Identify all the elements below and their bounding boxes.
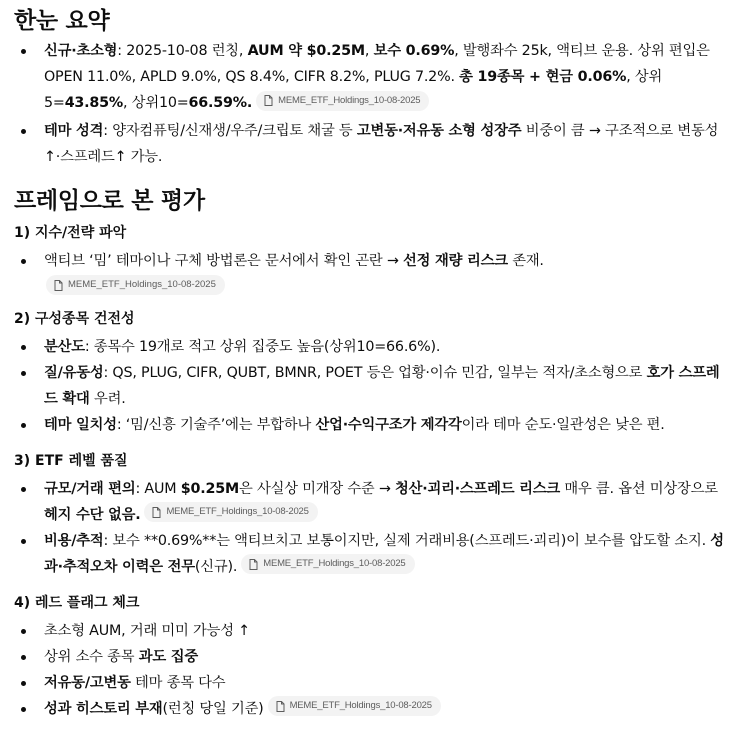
citation-chip[interactable]: [256, 91, 429, 111]
file-icon: [276, 701, 285, 712]
text: 비중이 큼 → 구조적으로 변동성↑·스프레드↑ 가능.: [44, 123, 719, 165]
citation-row: [14, 275, 732, 296]
list-item-launch: [14, 38, 732, 118]
text: 우려.: [89, 390, 126, 407]
red-flags-list: [14, 618, 732, 722]
bold-label: 질/유동성: [44, 364, 104, 381]
citation-chip[interactable]: [268, 696, 441, 716]
text: 존재.: [507, 253, 544, 269]
file-icon: [152, 507, 161, 518]
text: , 상위5=: [44, 69, 663, 111]
bold-label: 신규·초소형: [44, 43, 118, 59]
file-icon: [54, 280, 63, 291]
bold-top5: 43.85%: [64, 95, 124, 111]
section-title-summary: 한눈 요약: [14, 8, 110, 34]
section-title-framework: 프레임으로 본 평가: [14, 188, 205, 214]
text: : ‘밈/신흥 기술주’에는 부합하나: [116, 416, 316, 433]
bold-label: 성과 히스토리 부재: [44, 700, 163, 717]
text: 상위 소수 종목: [44, 648, 139, 665]
strategy-list: [14, 248, 732, 274]
bold-text: 고변동·저유동 소형 성장주: [356, 123, 522, 139]
subsection-title-strategy: 1) 지수/전략 파악: [14, 225, 127, 241]
text: : 종목수 19개로 적고 상위 집중도 높음(상위10=66.6%).: [84, 338, 441, 355]
bold-text: 청산·괴리·스프레드 리스크: [395, 480, 560, 497]
text: , 상위10=: [123, 95, 189, 111]
bold-aum: $0.25M: [180, 480, 240, 497]
text: 액티브 ‘밈’ 테마이나 구체 방법론은 문서에서 확인 곤란 →: [44, 253, 404, 269]
citation-label: MEME_ETF_Holdings_10-08-2025: [263, 558, 406, 569]
bold-label: 분산도: [44, 338, 85, 355]
text: : 보수 **0.69%**는 액티브치고 보통이지만, 실제 거래비용(스프레드·괴리)이 보수를 압도할 소지.: [103, 532, 711, 549]
etf-quality-list: [14, 476, 732, 580]
text: : 양자컴퓨팅/신재생/우주/크립토 채굴 등: [103, 123, 357, 139]
bold-top10: 66.59%.: [188, 95, 253, 111]
text: , 발행좌수 25k, 액티브 운용. 상위 편입은 OPEN 11.0%, APLD 9.0%, QS 8.4%, CIFR 8.2%, PLUG 7.2%.: [44, 43, 710, 85]
bold-text: 산업·수익구조가 제각각: [315, 416, 462, 433]
text: ,: [364, 43, 374, 59]
list-item-size: [14, 476, 732, 528]
text: 이라 테마 순도·일관성은 낮은 편.: [461, 416, 665, 433]
subsection-title-holdings: 2) 구성종목 건전성: [14, 310, 135, 327]
bold-text: 선정 재량 리스크: [403, 253, 508, 269]
bold-label: 테마 일치성: [44, 416, 117, 433]
list-item-history-flag: [14, 696, 732, 722]
list-item-cost: [14, 528, 732, 580]
list-item-concentration-flag: [14, 644, 732, 670]
summary-list: [14, 38, 732, 172]
citation-chip[interactable]: [241, 554, 414, 574]
citation-label: MEME_ETF_Holdings_10-08-2025: [278, 94, 421, 106]
citation-label: MEME_ETF_Holdings_10-08-2025: [68, 279, 216, 290]
citation-label: MEME_ETF_Holdings_10-08-2025: [166, 506, 309, 517]
text: : QS, PLUG, CIFR, QUBT, BMNR, POET 등은 업황·이슈 민감, 일부는 적자/초소형으로: [103, 364, 647, 381]
list-item-volatility-flag: [14, 670, 732, 696]
list-item-diversification: [14, 334, 732, 360]
subsection-title-etf-quality: 3) ETF 레벨 품질: [14, 452, 128, 469]
text: 테마 종목 다수: [130, 674, 226, 691]
bold-label: 규모/거래 편의: [44, 480, 136, 497]
file-icon: [264, 95, 273, 106]
list-item-theme: [14, 118, 732, 172]
bold-aum: AUM 약 $0.25M: [247, 43, 365, 59]
list-item-aum-flag: 초소형 AUM, 거래 미미 가능성 ↑: [14, 618, 732, 644]
list-item-strategy: [14, 248, 732, 274]
bold-text: 헤지 수단 없음.: [44, 506, 141, 523]
text: 은 사실상 미개장 수준 →: [239, 480, 396, 497]
bold-text: 호가 스프레드 확대: [44, 364, 720, 407]
bold-label: 비용/추적: [44, 532, 104, 549]
bold-text: 성과·추적오차 이력은 전무: [44, 532, 724, 575]
subsection-title-red-flags: 4) 레드 플래그 체크: [14, 594, 140, 611]
bold-label: 테마 성격: [44, 123, 104, 139]
citation-label: MEME_ETF_Holdings_10-08-2025: [289, 700, 432, 711]
bold-fee: 보수 0.69%: [373, 43, 455, 59]
holdings-list: [14, 334, 732, 438]
list-item-liquidity: [14, 360, 732, 412]
citation-chip[interactable]: [46, 275, 225, 295]
bold-label: 저유동/고변동: [44, 674, 131, 691]
bold-text: 과도 집중: [138, 648, 198, 665]
text: (런칭 당일 기준): [162, 700, 264, 717]
text: (신규).: [194, 558, 238, 575]
text: : AUM: [135, 480, 181, 497]
text: 매우 큼. 옵션 미상장으로: [559, 480, 718, 497]
citation-chip[interactable]: [144, 502, 317, 522]
bold-holdings: 총 19종목 + 현금 0.06%: [459, 69, 627, 85]
text: : 2025-10-08 런칭,: [117, 43, 248, 59]
file-icon: [249, 559, 258, 570]
list-item-theme-fit: [14, 412, 732, 438]
